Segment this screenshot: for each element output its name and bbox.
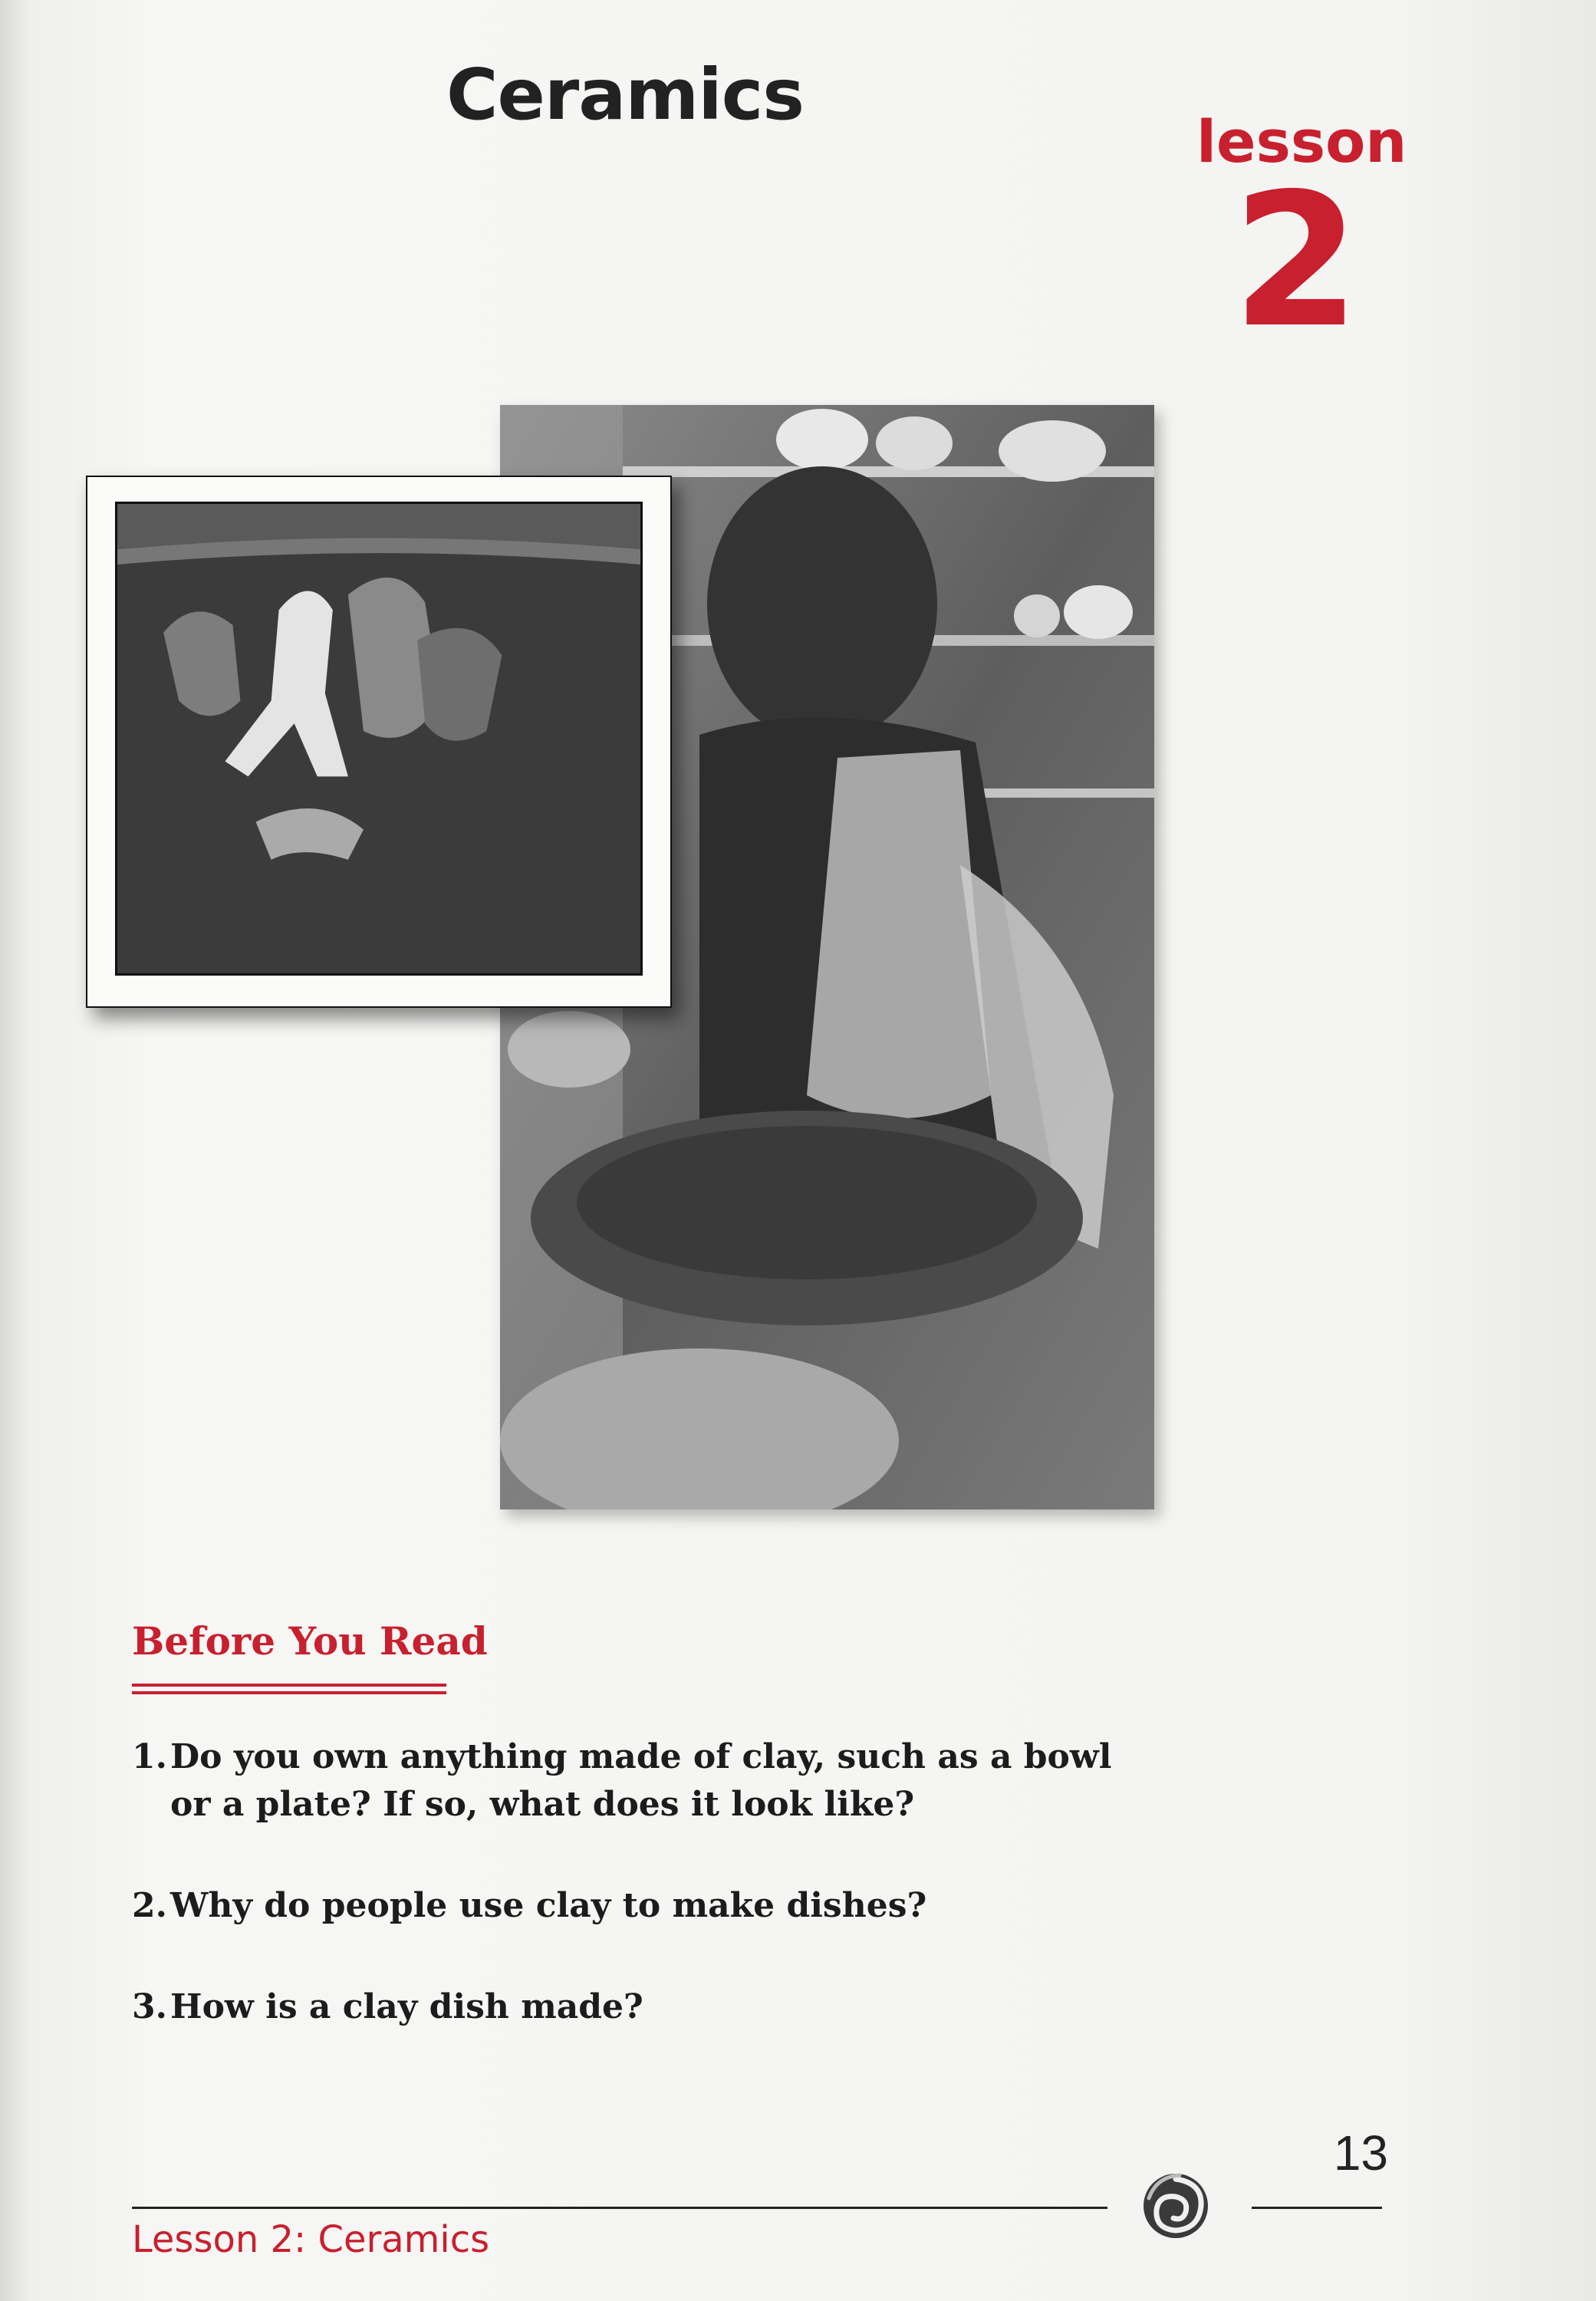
question-text: Why do people use clay to make dishes? <box>170 1886 927 1925</box>
page-title: Ceramics <box>446 54 805 136</box>
horse-bowl-photo <box>86 476 672 1008</box>
swirl-logo-icon <box>1134 2168 1218 2244</box>
question-number: 3. <box>132 1987 167 2026</box>
question-list <box>132 1733 1129 2031</box>
footer-rule <box>132 2207 1107 2209</box>
heading-underline-double <box>132 1691 446 1694</box>
question-number: 2. <box>132 1886 167 1925</box>
page-number: 13 <box>1333 2125 1388 2181</box>
question-text: How is a clay dish made? <box>170 1987 643 2026</box>
question-item <box>132 1983 1129 2031</box>
question-item <box>132 1733 1129 1829</box>
heading-underline <box>132 1684 446 1687</box>
lesson-number: 2 <box>1232 153 1361 368</box>
footer-lesson-label: Lesson 2: Ceramics <box>132 2218 490 2261</box>
before-you-read-heading: Before You Read <box>132 1618 488 1664</box>
footer-rule-short <box>1252 2207 1382 2209</box>
question-item <box>132 1882 1129 1930</box>
question-number: 1. <box>132 1737 167 1776</box>
question-text: Do you own anything made of clay, such as a bowl or a plate? If so, what does it look like? <box>170 1737 1112 1824</box>
lesson-label: lesson <box>1196 107 1407 176</box>
